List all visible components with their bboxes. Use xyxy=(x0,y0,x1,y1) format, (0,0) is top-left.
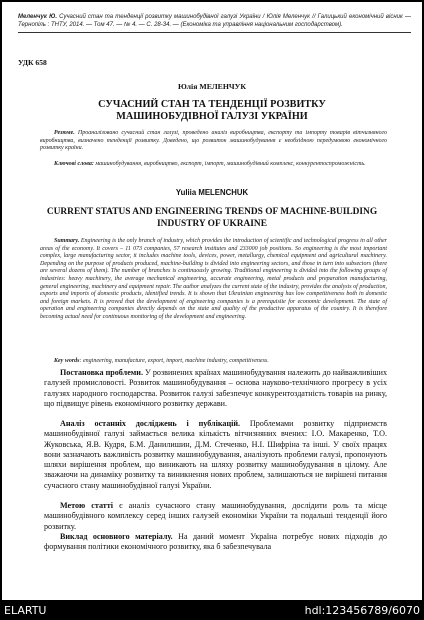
citation-details: Сучасний стан та тенденції розвитку машинобудівної галузі України / Юлія Меленчук // Галицький економічний вісник — Тернопіль : ТНТУ, 2014. — Том 47. — № 4. — С. 28-34. — (Економіка та управління національним господарством). xyxy=(18,14,411,28)
paragraph-text: У розвинених країнах машинобудування належить до найважливіших галузей промисловості. Розвиток машинобудування – основа науково-технічного прогресу в усіх галузях народного господарства. Розвиток галузі забезпечує конкурентоздатність товарів на ринку, що підвищує рівень економічного розвитку держави. xyxy=(44,368,388,408)
abstract-en-label: Summary. xyxy=(54,238,80,244)
abstract-ua-label: Резюме. xyxy=(54,130,75,136)
keywords-ua-text: машинобудування, виробництво, експорт, імпорт, машинобудівний комплекс, конкурентоспроможність. xyxy=(93,161,366,167)
author-name-ua: Юлія МЕЛЕНЧУК xyxy=(177,82,246,91)
keywords-ua xyxy=(40,161,387,169)
handle-identifier: hdl:123456789/6070 xyxy=(304,604,420,617)
repository-name: ELARTU xyxy=(4,604,47,617)
keywords-en-text: : engineering, manufacture, export, import, machine industry, competitiveness. xyxy=(79,358,269,364)
paragraph-literature-review xyxy=(44,419,387,491)
paragraph-problem-statement xyxy=(44,368,387,409)
paragraph-main-material xyxy=(44,532,387,553)
paragraph-article-goal xyxy=(44,501,387,532)
paragraph-lead: Аналіз останніх досліджень і публікацій. xyxy=(60,419,241,428)
paragraph-text: є аналіз сучасного стану машинобудування, дослідити роль та місце машинобудівного комплексу серед інших галузей економіки України та подальші тенденції його розвитку. xyxy=(44,501,387,531)
abstract-ua xyxy=(40,130,387,153)
abstract-en-text: Engineering is the only branch of industry, which provides the introduction of scientific and technological progress in all other areas of the economy. It covers – 11 073 companies, 57 research institutes and 233000 job positions. So engineering is the most important complex, large manufacturing sector, it includes machine tools, devices, power, metallurgy, chemical equipment and agricultural machinery. Depending on the purpose of products produced, machine-building is divided into engineering sectors, and those in turn into subsectors (there are several dozens of them). The number of branches is continuously growing. Traditional engineering is divided into the following groups of industries: heavy machinery, the average mechanical engineering, accurate engineering, metal products and preparation manufacturing, general engineering, machinery and equipment repair. The author analyzes the current state of the industry, provides the analysis of production, exports and imports of domestic products, identified trends. It is shown that Ukrainian engineering has low competitiveness both in domestic and foreign markets. It is proved that the development of engineering companies is a prerequisite for economic development. The state of operation and engineering companies directly depends on the state and quality of the productive apparatus of the country. It is therefore becoming actual need for continuous monitoring of the development and engineering. xyxy=(40,238,387,320)
abstract-ua-text: Проаналізовано сучасний стан галузі, проведено аналіз виробництва, експорту та імпорту товарів вітчизняного виробництва, визначено тенденції розвитку. Доведено, що розвиток машинобудування є необхідною передумовою економічного розвитку країни. xyxy=(40,130,387,152)
paragraph-text: На даний момент Україна потребує нових підходів до формування політики економічного розвитку, яка б забезпечувала xyxy=(44,532,387,552)
keywords-en xyxy=(40,358,387,366)
author-name-en: Yuliia MELENCHUK xyxy=(175,188,249,197)
paragraph-text: Проблемами розвитку підприємств машинобудівної галузі займається велика кількість вітчизняних вчених: І.О. Макаренко, Т.О. Жуковська, Я.В. Кудря, Б.М. Данилишин, Д.М. Стеченко, Н.І. Шифріна та інші. У своїх працях вони зазначають важливість розвитку машинобудування, аналізують проблеми галузі, пропонують шляхи вирішення проблем, що виникають на шляху розвитку машинобудування в цілому. Але зважаючи на динаміку розвитку та виникнення нових проблем, залишаються не вирішені питання сучасного стану машинобудівної галузі України. xyxy=(44,419,387,490)
document-page xyxy=(2,2,422,600)
paragraph-lead: Метою статті xyxy=(60,501,114,510)
citation-author: Меленчук Ю. xyxy=(18,14,57,20)
repository-footer xyxy=(0,600,424,620)
abstract-en xyxy=(40,238,387,322)
article-title-ua: СУЧАСНИЙ СТАН ТА ТЕНДЕНЦІЇ РОЗВИТКУ МАШИНОБУДІВНОЇ ГАЛУЗІ УКРАЇНИ xyxy=(98,99,326,122)
keywords-en-label: Key words xyxy=(54,358,80,364)
udk-code: УДК 658 xyxy=(18,58,47,67)
article-title-en: CURRENT STATUS AND ENGINEERING TRENDS OF MACHINE-BUILDING INDUSTRY OF UKRAINE xyxy=(46,207,378,229)
paragraph-lead: Постановка проблеми. xyxy=(60,368,143,377)
keywords-ua-label: Ключові слова: xyxy=(54,161,94,167)
paragraph-lead: Виклад основного матеріалу. xyxy=(60,532,173,541)
citation-header xyxy=(18,14,411,33)
